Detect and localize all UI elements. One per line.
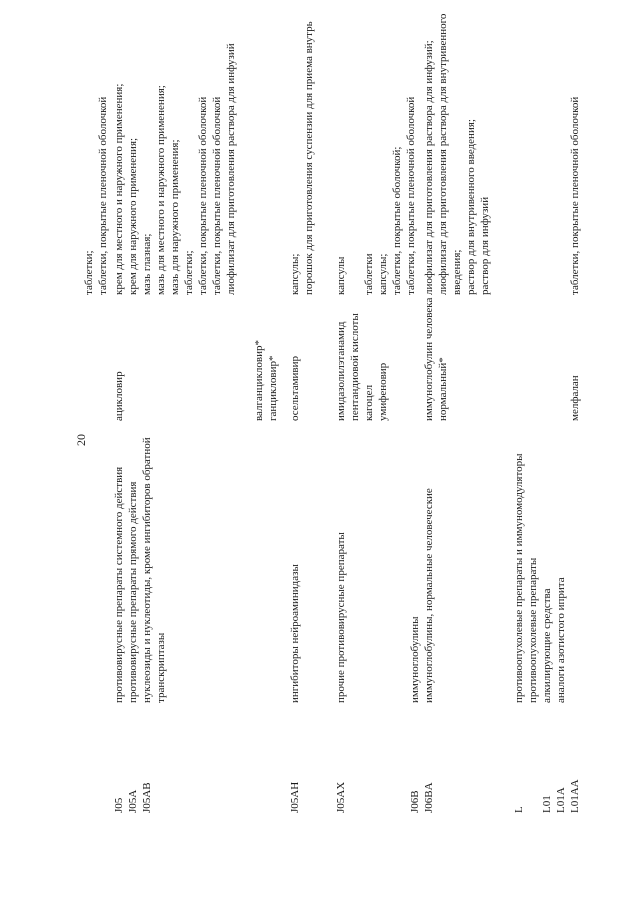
pharm-group: ингибиторы нейроаминидазы bbox=[289, 564, 301, 703]
atc-code: J05 J05A J05AB bbox=[113, 782, 153, 813]
dosage-forms: лиофилизат для приготовления раствора для инфузий; лиофилизат для приготовления раствора для внутривенного введения; раствор для внутривенного введения; раствор для инфузий bbox=[423, 13, 491, 295]
drug-name: осельтамивир bbox=[289, 355, 301, 421]
drug-name: имидазолилэтанамид пентандиовой кислоты кагоцел умифеновир bbox=[335, 313, 389, 421]
atc-code: L L01 L01A L01AA bbox=[513, 779, 581, 813]
atc-code: J05AX bbox=[335, 781, 347, 813]
page-number: 20 bbox=[74, 434, 88, 446]
dosage-forms: крем для местного и наружного применения; крем для наружного применения; мазь глазная; мазь для местного и наружного применения; мазь для наружного применения; таблетки; таблетки, покрытые пленочной оболочкой таблетки, покрытые пленочной оболочкой лиофилизат для приготовления раствора для инфузий bbox=[113, 43, 237, 295]
dosage-forms: таблетки, покрытые пленочной оболочкой bbox=[569, 96, 581, 295]
drug-name: иммуноглобулин человека нормальный* bbox=[423, 297, 449, 421]
atc-code: J06B J06BA bbox=[409, 782, 435, 813]
pharm-group: прочие противовирусные препараты bbox=[335, 532, 347, 703]
atc-code: J05AH bbox=[289, 781, 301, 813]
dosage-forms: таблетки; таблетки, покрытые пленочной оболочкой bbox=[83, 96, 109, 295]
dosage-forms: капсулы; порошок для приготовления суспензии для приема внутрь bbox=[289, 21, 315, 295]
drug-name: ацикловир валганцикловир* ганцикловир* bbox=[113, 340, 279, 421]
pharm-group: противоопухолевые препараты и иммуномодуляторы противоопухолевые препараты алкилирующие средства аналоги азотистого иприта bbox=[513, 453, 567, 703]
drug-name: мелфалан bbox=[569, 375, 581, 421]
pharm-group: иммуноглобулины иммуноглобулины, нормальные человеческие bbox=[409, 488, 435, 703]
dosage-forms: капсулы таблетки капсулы; таблетки, покрытые оболочкой; таблетки, покрытые пленочной оболочкой bbox=[335, 96, 417, 295]
pharm-group: противовирусные препараты системного действия противовирусные препараты прямого действия нуклеозиды и нуклеотиды, кроме ингибиторов обратной транскриптазы bbox=[113, 437, 167, 703]
